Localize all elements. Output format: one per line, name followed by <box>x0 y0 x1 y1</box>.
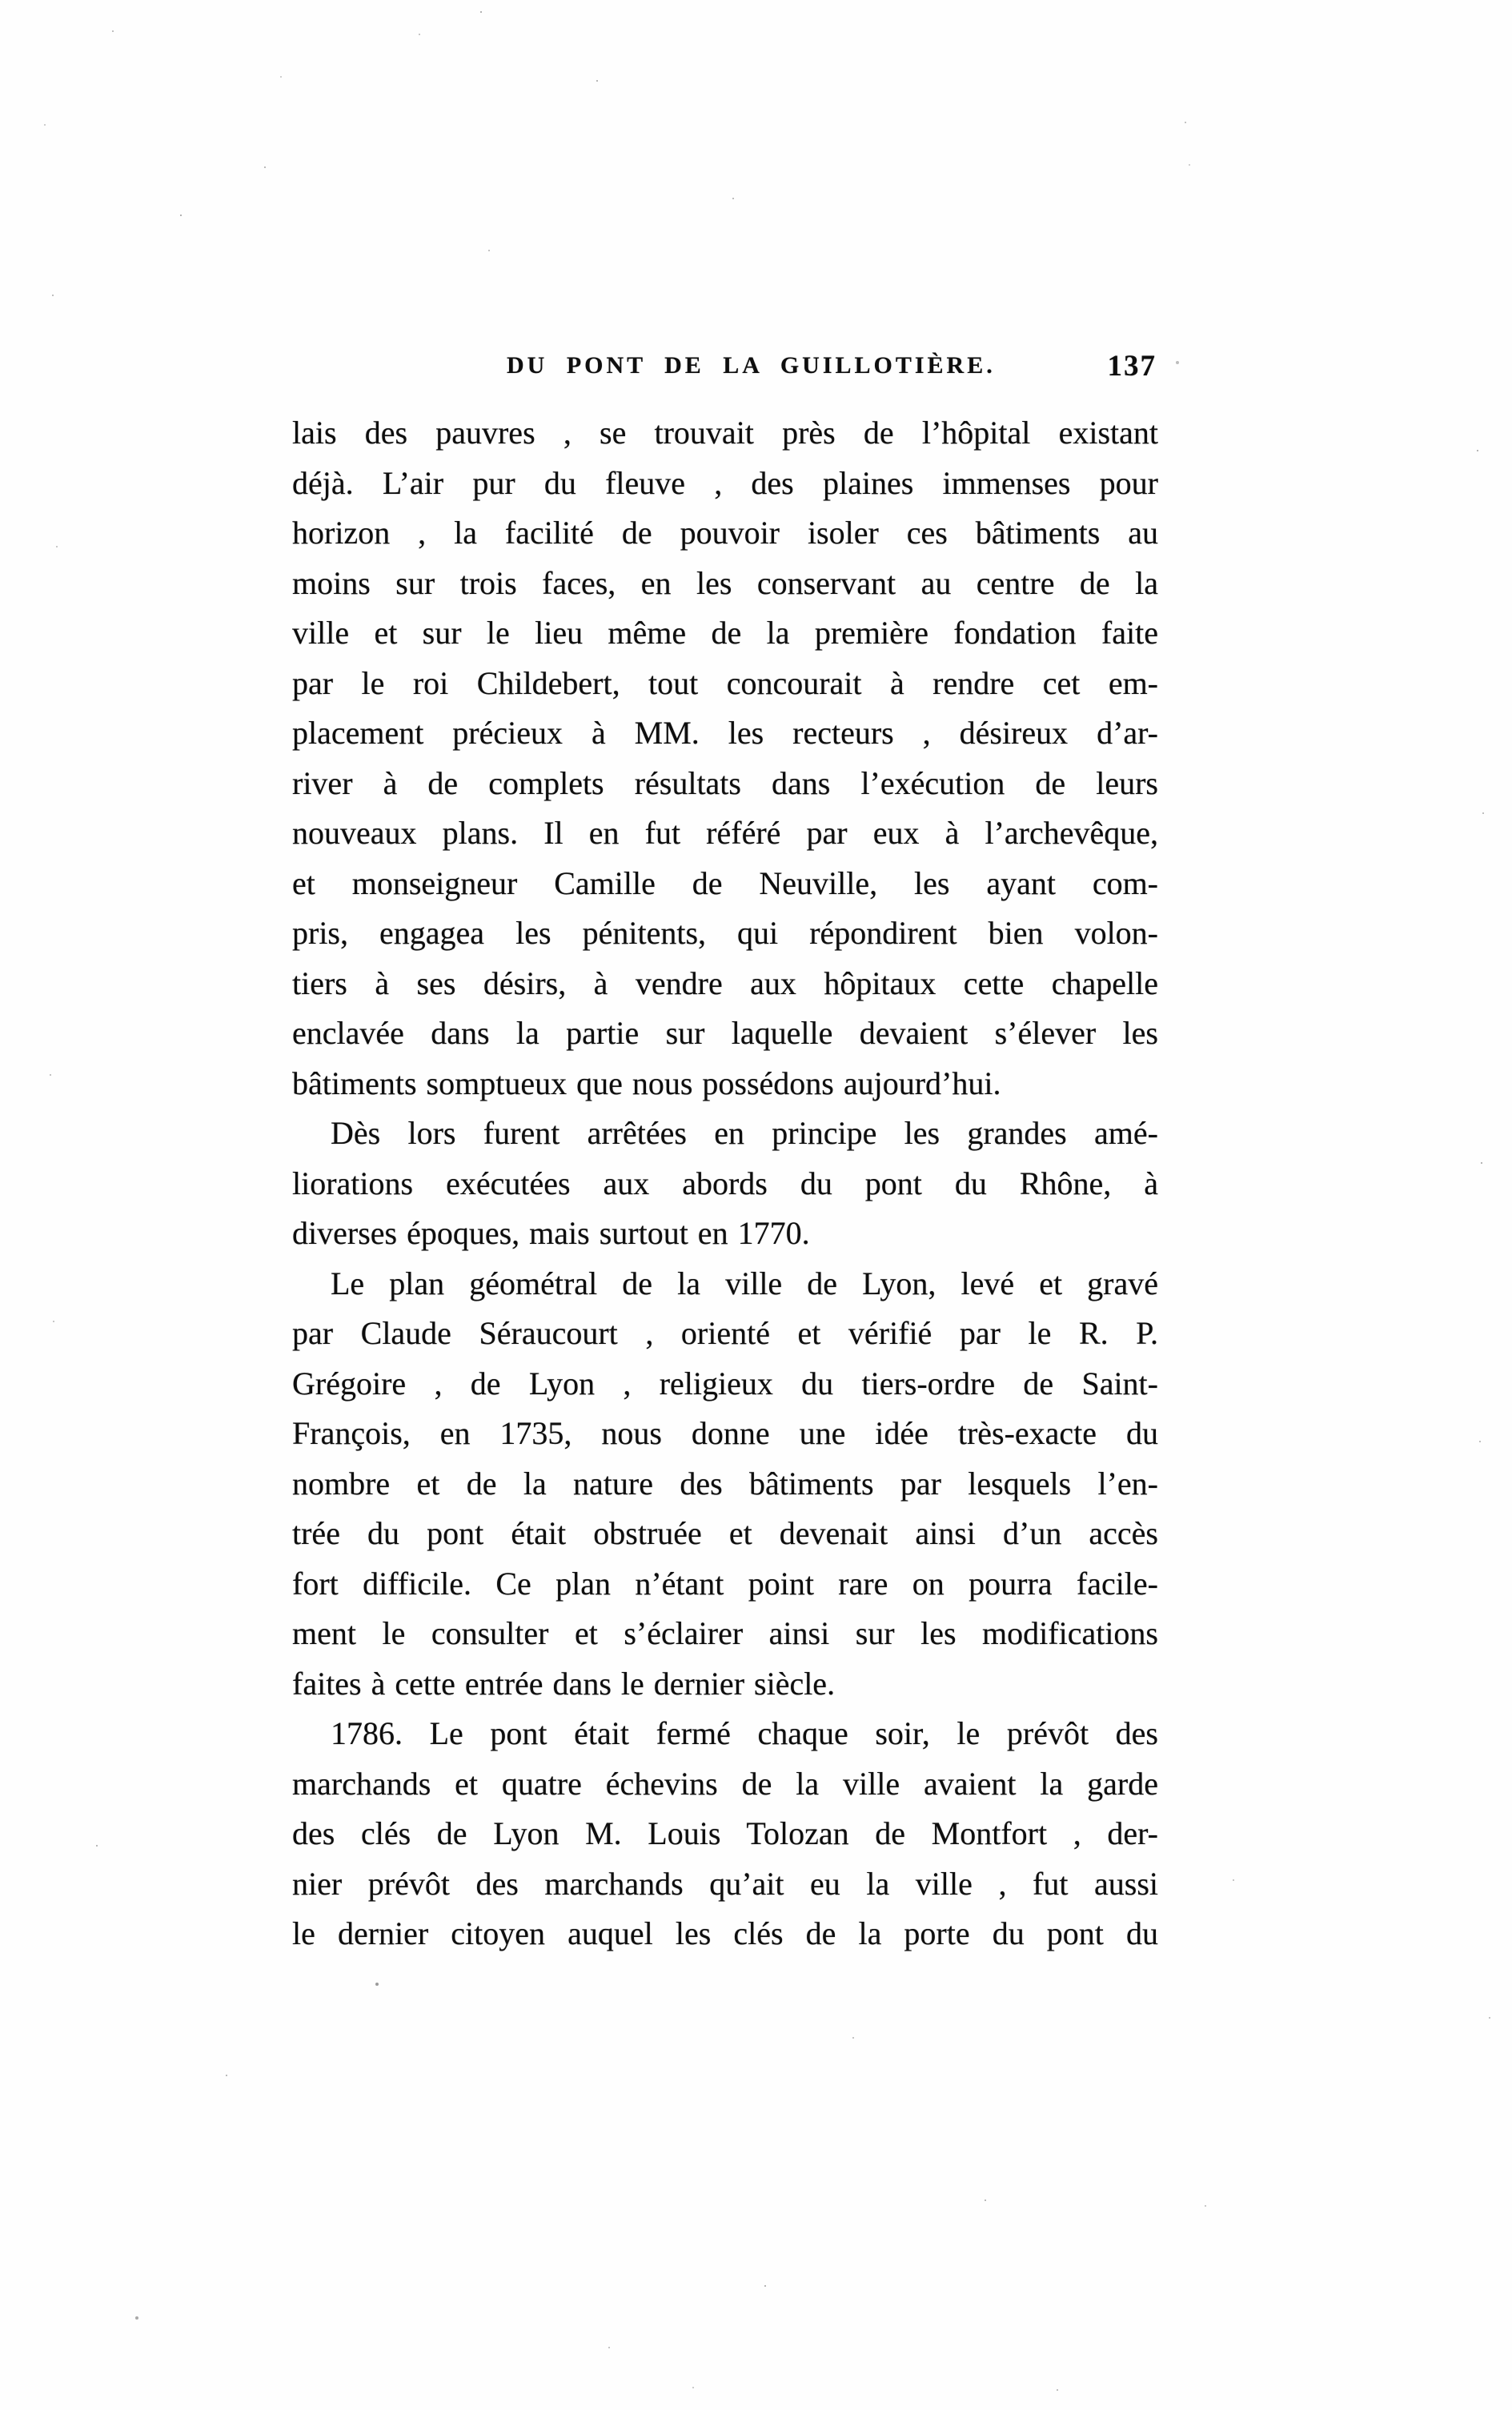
text-line: François, en 1735, nous donne une idée très-exacte du <box>292 1415 1158 1451</box>
text-line: enclavée dans la partie sur laquelle devaient s’élever les <box>292 1015 1158 1051</box>
text-line: faites à cette entrée dans le dernier siècle. <box>292 1665 836 1702</box>
page-header-title: DU PONT DE LA GUILLOTIÈRE. <box>507 352 996 379</box>
text-line: par le roi Childebert, tout concourait à rendre cet em- <box>292 664 1158 701</box>
text-line: nier prévôt des marchands qu’ait eu la ville , fut aussi <box>292 1865 1158 1902</box>
text-line: déjà. L’air pur du fleuve , des plaines immenses pour <box>292 464 1158 501</box>
text-line: trée du pont était obstruée et devenait ainsi d’un accès <box>292 1515 1158 1551</box>
text-line: placement précieux à MM. les recteurs , désireux d’ar- <box>292 715 1158 751</box>
text-line: fort difficile. Ce plan n’étant point rare on pourra facile- <box>292 1565 1158 1602</box>
text-line: bâtiments somptueux que nous possédons aujourd’hui. <box>292 1065 1001 1101</box>
text-line: nouveaux plans. Il en fut référé par eux à l’archevêque, <box>292 815 1158 851</box>
text-line: et monseigneur Camille de Neuville, les ayant com- <box>292 864 1158 901</box>
text-line: tiers à ses désirs, à vendre aux hôpitaux cette chapelle <box>292 964 1158 1001</box>
text-line: Le plan géométral de la ville de Lyon, levé et gravé <box>331 1265 1158 1301</box>
body-text-block <box>292 408 1158 1959</box>
text-line: diverses époques, mais surtout en 1770. <box>292 1215 810 1251</box>
text-line: lais des pauvres , se trouvait près de l’hôpital existant <box>292 415 1158 451</box>
text-line: marchands et quatre échevins de la ville avaient la garde <box>292 1765 1158 1802</box>
text-line: Grégoire , de Lyon , religieux du tiers-ordre de Saint- <box>292 1365 1158 1401</box>
page-number: 137 <box>1107 350 1157 383</box>
text-line: pris, engagea les pénitents, qui répondirent bien volon- <box>292 915 1158 951</box>
text-line: Dès lors furent arrêtées en principe les grandes amé- <box>331 1115 1158 1151</box>
text-line: horizon , la facilité de pouvoir isoler ces bâtiments au <box>292 515 1158 551</box>
text-line: des clés de Lyon M. Louis Tolozan de Montfort , der- <box>292 1815 1158 1851</box>
text-line: le dernier citoyen auquel les clés de la porte du pont du <box>292 1915 1158 1951</box>
text-line: ville et sur le lieu même de la première fondation faite <box>292 615 1158 651</box>
text-line: moins sur trois faces, en les conservant au centre de la <box>292 564 1158 601</box>
running-head <box>292 349 1158 384</box>
text-line: nombre et de la nature des bâtiments par lesquels l’en- <box>292 1465 1158 1502</box>
text-line: liorations exécutées aux abords du pont du Rhône, à <box>292 1165 1158 1201</box>
text-line: par Claude Séraucourt , orienté et vérifié par le R. P. <box>292 1315 1158 1351</box>
text-line: 1786. Le pont était fermé chaque soir, le prévôt des <box>331 1715 1158 1751</box>
text-line: river à de complets résultats dans l’exécution de leurs <box>292 764 1158 801</box>
text-line: ment le consulter et s’éclairer ainsi sur les modifications <box>292 1615 1158 1651</box>
